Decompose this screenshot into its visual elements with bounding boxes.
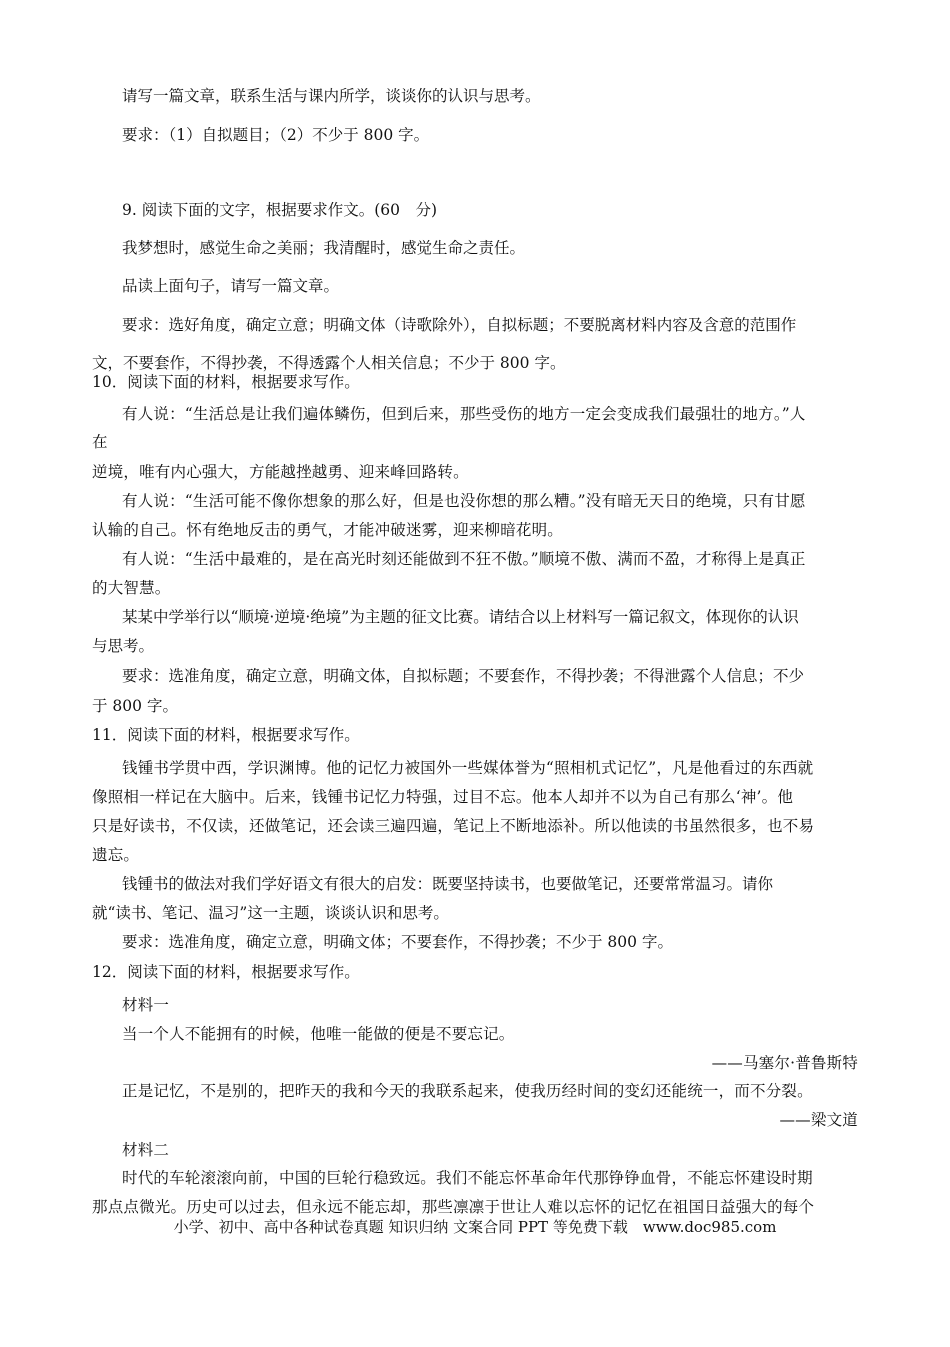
paragraph: 逆境，唯有内心强大，方能越挫越勇、迎来峰回路转。 [92, 463, 469, 481]
paragraph: 要求：（1）自拟题目；（2）不少于 800 字。 [122, 126, 430, 144]
material-label: 材料一 [122, 996, 170, 1014]
quote: 正是记忆，不是别的，把昨天的我和今天的我联系起来，使我历经时间的变幻还能统一，而不分裂。 [122, 1082, 813, 1100]
material-label: 材料二 [122, 1141, 170, 1159]
requirement: 要求：选好角度，确定立意；明确文体（诗歌除外），自拟标题；不要脱离材料内容及含意的范围作 [122, 316, 797, 334]
requirement: 要求：选准角度，确定立意，明确文体；不要套作，不得抄袭；不少于 800 字。 [122, 933, 673, 951]
question-12-title: 12．阅读下面的材料，根据要求写作。 [92, 963, 360, 981]
paragraph: 钱锺书学贯中西，学识渊博。他的记忆力被国外一些媒体誉为“照相机式记忆”，凡是他看过的东西就 [122, 759, 814, 777]
question-10-title: 10．阅读下面的材料，根据要求写作。 [92, 373, 360, 391]
paragraph: 像照相一样记在大脑中。后来，钱锺书记忆力特强，过目不忘。他本人却并不以为自己有那么‘神’。他 [92, 788, 794, 806]
paragraph: 只是好读书，不仅读，还做笔记，还会读三遍四遍，笔记上不断地添补。所以他读的书虽然很多，也不易 [92, 817, 815, 835]
paragraph: 就“读书、笔记、温习”这一主题，谈谈认识和思考。 [92, 904, 449, 922]
paragraph: 遗忘。 [92, 846, 140, 864]
requirement: 要求：选准角度，确定立意，明确文体，自拟标题；不要套作，不得抄袭；不得泄露个人信息；不少 [122, 667, 805, 685]
requirement: 于 800 字。 [92, 697, 178, 715]
paragraph: 那点点微光。历史可以过去，但永远不能忘却，那些凛凛于世让人难以忘怀的记忆在祖国日益强大的每个 [92, 1198, 815, 1216]
paragraph: 有人说：“生活中最难的，是在高光时刻还能做到不狂不傲。”顺境不傲、满而不盈，才称得上是真正 [122, 550, 806, 568]
paragraph: 有人说：“生活可能不像你想象的那么好，但是也没你想的那么糟。”没有暗无天日的绝境，只有甘愿 [122, 492, 806, 510]
quote: 当一个人不能拥有的时候，他唯一能做的便是不要忘记。 [122, 1025, 515, 1043]
paragraph: 我梦想时，感觉生命之美丽；我清醒时，感觉生命之责任。 [122, 239, 526, 257]
paragraph: 品读上面句子，请写一篇文章。 [122, 277, 340, 295]
question-11-title: 11．阅读下面的材料，根据要求写作。 [92, 726, 360, 744]
page-footer: 小学、初中、高中各种试卷真题 知识归纳 文案合同 PPT 等免费下载 www.doc985.com [173, 1218, 777, 1236]
paragraph: 与思考。 [92, 637, 155, 655]
paragraph: 有人说：“生活总是让我们遍体鳞伤，但到后来，那些受伤的地方一定会变成我们最强壮的地方。”人 [122, 405, 806, 423]
paragraph: 时代的车轮滚滚向前，中国的巨轮行稳致远。我们不能忘怀革命年代那铮铮血骨，不能忘怀建设时期 [122, 1169, 813, 1187]
question-9-title: 9. 阅读下面的文字，根据要求作文。(60 分) [122, 201, 438, 219]
paragraph: 某某中学举行以“顺境·逆境·绝境”为主题的征文比赛。请结合以上材料写一篇记叙文，体现你的认识 [122, 608, 799, 626]
quote-source: ——梁文道 [779, 1111, 858, 1129]
paragraph: 的大智慧。 [92, 579, 171, 597]
paragraph: 在 [92, 433, 108, 451]
requirement: 文，不要套作，不得抄袭，不得透露个人相关信息；不少于 800 字。 [92, 354, 566, 372]
paragraph: 请写一篇文章，联系生活与课内所学，谈谈你的认识与思考。 [122, 87, 541, 105]
paragraph: 认输的自己。怀有绝地反击的勇气，才能冲破迷雾，迎来柳暗花明。 [92, 521, 564, 539]
paragraph: 钱锺书的做法对我们学好语文有很大的启发：既要坚持读书，也要做笔记，还要常常温习。请你 [122, 875, 774, 893]
quote-source: ——马塞尔·普鲁斯特 [711, 1054, 858, 1072]
